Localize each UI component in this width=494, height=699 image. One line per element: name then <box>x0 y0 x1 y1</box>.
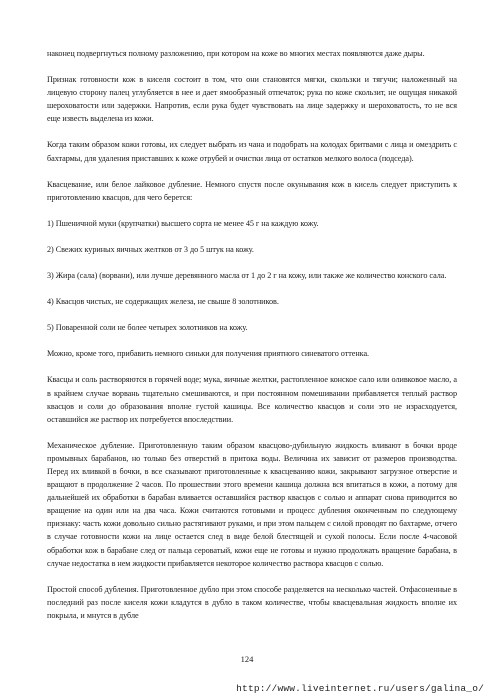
paragraph: Когда таким образом кожи готовы, их следует выбрать из чана и подобрать на колодах бритвами с лица и омездрить с бахтармы, для удаления приставших к коже отрубей и очистки лица от остатков мелкого волоса (подседа). <box>47 140 457 163</box>
paragraph: Квасцевание, или белое лайковое дубление. Немного спустя после окунывания кож в кисель следует приступить к приготовлению квасцов, для чего берется: <box>47 179 457 202</box>
list-item: 1) Пшеничной муки (крупчатки) высшего сорта не менее 45 г на каждую кожу. <box>47 218 319 228</box>
watermark-url: http://www.liveinternet.ru/users/galina_o/ <box>236 683 484 694</box>
list-item: 5) Поваренной соли не более четырех золотников на кожу. <box>47 323 248 333</box>
paragraph: наконец подвергнуться полному разложению, при котором на коже во многих местах появляются даже дыры. <box>47 49 425 58</box>
page-number: 124 <box>240 654 254 664</box>
paragraph: Квасцы и соль растворяются в горячей воде; мука, яичные желтки, растопленное конское сало или оливковое масло, а в крайнем случае ворвань тщательно смешиваются, и при постоянном помешивании прибавляется теплый раствор квасцов и соли до образования вполне густой кашицы. Все количество квасцов и соли это не израсходуется, оставшийся же раствор их потребуется впоследствии. <box>47 375 457 424</box>
list-item: 2) Свежих куриных яичных желтков от 3 до 5 штук на кожу. <box>47 244 254 254</box>
paragraph: Признак готовности кож в киселя состоит в том, что они становятся мягки, скользки и тягучи; наложенный на лицевую сторону палец углубляется в нее и дает ямообразный отпечаток; рука по коже скользит, не ощущая никакой шероховатости или задержки. Напротив, если рука будет чувствовать на лице задержку и шероховатость, то не вся еще известь выделена из кожи. <box>47 75 457 124</box>
paragraph: Можно, кроме того, прибавить немного синьки для получения приятного синеватого оттенка. <box>47 349 370 359</box>
page-body <box>47 47 457 635</box>
list-item: 4) Квасцов чистых, не содержащих железа, не свыше 8 золотников. <box>47 297 279 307</box>
paragraph: Механическое дубление. Приготовленную таким образом квасцово-дубильную жидкость вливают в бочки вроде промывных барабанов, но только без отверстий в притока воды. Величина их зависит от размеров производства. Перед их вливкой в бочки, в все сказывают приготовленные к квасцеванию кожи, закрывают загрузное отверстие и вращают в продолжение 2 часов. По прошествии этого времени кашица должна вся впитаться в кожи, а потому для дальнейшей их обработки в барабан вливается оставшийся раствор квасцов с солью и аппарат снова приводится во вращение на один или на два часа. Кожи считаются готовыми и процесс дубления оконченным по следующему признаку: часть кожи довольно сильно растягивают руками, и при этом пальцем с силой проводят по бахтарме, отчего в случае готовности кожи на лице остается след в виде белой блестящей и сухой полосы. Если после 4-часовой обработки кож в барабане след от пальца сероватый, кожи еще не готовы и нужно продолжать вращение барабана, в случае недостатка в нем жидкости прибавляется некоторое количество раствора квасцов с солью. <box>47 440 457 568</box>
paragraph: Простой способ дубления. Приготовленное дубло при этом способе разделяется на несколько частей. Отфасоненные в последний раз после киселя кожи кладутся в дубло в таком количестве, чтобы квасцевальная жидкость вполне их покрыла, и мнутся в дубле <box>47 584 457 620</box>
list-item: 3) Жира (сала) (ворвани), или лучше деревянного масла от 1 до 2 г на кожу, или также же количество конского сала. <box>47 271 447 281</box>
